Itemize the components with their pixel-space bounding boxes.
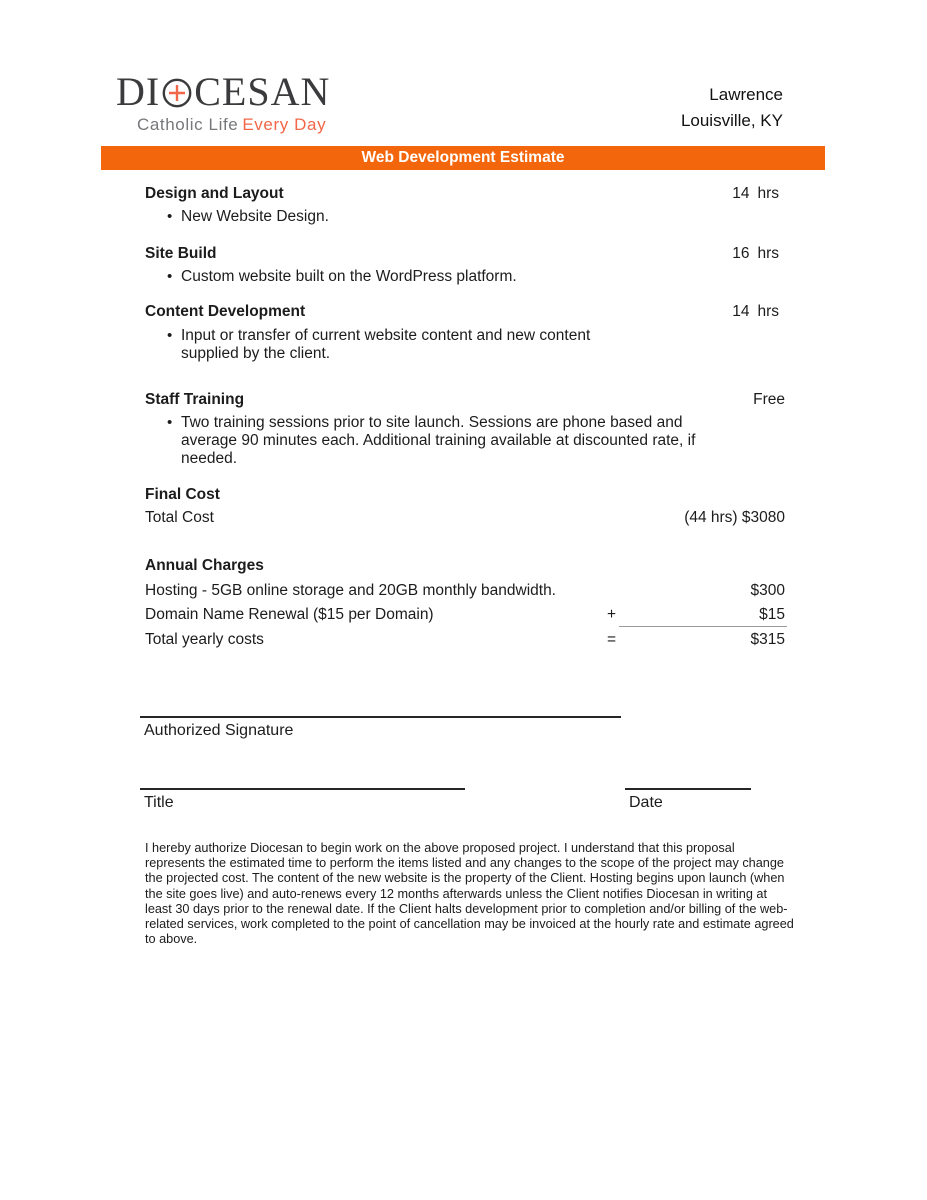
section-design-and-layout [145,184,785,226]
annual-row-value: $300 [750,582,785,599]
bullet-item [145,327,785,363]
total-cost-value: (44 hrs) $3080 [684,509,785,526]
section-staff-training [145,390,785,468]
tagline-gray: Catholic Life [137,115,239,134]
title-line [140,788,465,790]
date-label: Date [629,794,663,811]
recipient-block [681,82,783,134]
title-label: Title [144,794,174,811]
annual-row-hosting [145,579,785,603]
hours-unit: hrs [757,303,779,320]
estimate-body [145,184,785,652]
banner-title: Web Development Estimate [361,149,565,166]
hours-unit: hrs [757,185,779,202]
section-site-build [145,244,785,286]
final-cost-heading: Final Cost [145,486,220,503]
annual-row-label: Total yearly costs [145,631,264,648]
section-hours [732,302,785,321]
estimate-title-banner [101,146,825,170]
bullet-item [145,268,785,286]
authorized-signature-label: Authorized Signature [144,722,294,739]
bullet-item [145,208,785,226]
bullet-item [145,414,785,468]
authorized-signature-line [140,716,621,718]
total-cost-row [145,509,785,527]
recipient-name: Lawrence [709,85,783,104]
annual-row-label: Hosting - 5GB online storage and 20GB monthly bandwidth. [145,582,556,599]
logo-tagline [137,115,330,135]
annual-charges-rows [145,579,785,652]
bullet-line: needed. [181,450,238,467]
bullet-line: • Two training sessions prior to site launch. Sessions are phone based and [181,414,683,431]
annual-row-value: $15 [759,606,785,623]
bullet-line: • Input or transfer of current website content and new content [181,327,591,344]
terms-paragraph: I hereby authorize Diocesan to begin work on the above proposed project. I understand that this proposal represents the estimated time to perform the items listed and any changes to the scope of the project may change the projected cost. The content of the new website is the property of the Client. Hosting begins upon launch (when the site goes live) and auto-renews every 12 months afterwards unless the Client notifies Diocesan in writing at least 30 days prior to the renewal date. If the Client halts development prior to completion and/or billing of the web-related services, work completed to the point of cancellation may be invoiced at the hourly rate and estimate agreed to above. [145,841,794,947]
section-hours [732,184,785,203]
hours-unit: hrs [757,245,779,262]
annual-row-domain-renewal [145,603,785,627]
hours-value: Free [753,391,785,408]
section-hours [753,390,785,409]
date-line [625,788,751,790]
section-title: Site Build [145,245,217,262]
hours-value: 16 [732,245,750,262]
section-final-cost [145,485,785,527]
logo-text-end: CESAN [194,69,331,114]
annual-row-operator: + [607,606,617,623]
section-title: Design and Layout [145,185,284,202]
cross-circle-icon [162,78,192,108]
annual-row-label: Domain Name Renewal ($15 per Domain) [145,606,434,623]
bullet-line: • New Website Design. [181,208,329,225]
logo-wordmark [116,69,331,114]
hours-value: 14 [732,303,750,320]
annual-charges-heading: Annual Charges [145,557,264,574]
total-cost-label: Total Cost [145,509,214,526]
annual-row-value: $315 [750,631,785,648]
logo-text-start: DI [116,69,161,114]
diocesan-logo [116,69,331,135]
hours-value: 14 [732,185,750,202]
section-hours [732,244,785,263]
section-content-development [145,302,785,363]
annual-row-operator: = [607,631,617,648]
annual-row-total [145,628,785,652]
tagline-orange: Every Day [242,115,327,134]
bullet-line: average 90 minutes each. Additional training available at discounted rate, if [181,432,696,449]
recipient-location: Louisville, KY [680,111,783,130]
section-annual-charges [145,556,785,652]
section-title: Content Development [145,303,306,320]
bullet-line: supplied by the client. [181,345,331,362]
bullet-line: • Custom website built on the WordPress platform. [181,268,517,285]
section-title: Staff Training [145,391,245,408]
